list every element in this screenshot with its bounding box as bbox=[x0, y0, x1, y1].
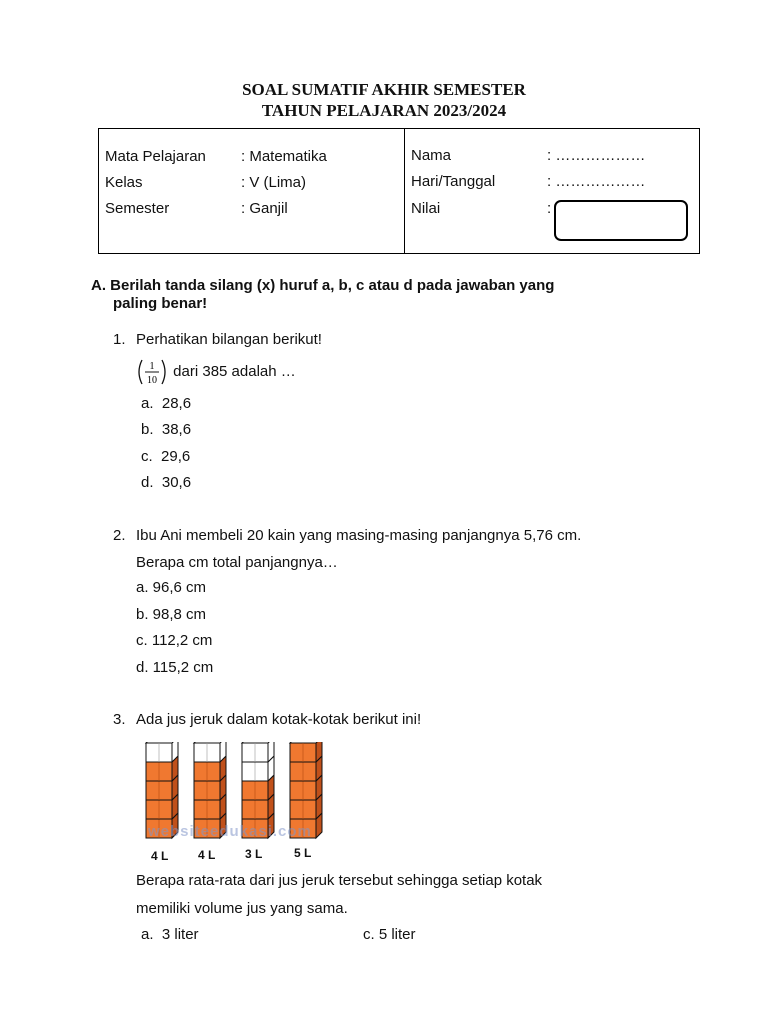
section-a-line-2: paling benar! bbox=[113, 295, 208, 312]
title-line-1: SOAL SUMATIF AKHIR SEMESTER bbox=[242, 80, 526, 99]
q2-number: 2. bbox=[113, 527, 126, 544]
identity-divider bbox=[404, 129, 405, 253]
date-field[interactable]: : ……………… bbox=[547, 173, 646, 190]
q2-option-a[interactable]: a. 96,6 cm bbox=[136, 579, 207, 596]
q3-option-c[interactable]: c. 5 liter bbox=[363, 926, 416, 943]
q3-line-1: Berapa rata-rata dari jus jeruk tersebut sehingga setiap kotak bbox=[136, 872, 543, 889]
q1-option-d[interactable]: d. 30,6 bbox=[141, 474, 192, 491]
q1-option-c[interactable]: c. 29,6 bbox=[141, 448, 191, 465]
q2-option-c[interactable]: c. 112,2 cm bbox=[136, 632, 213, 649]
section-a-label: A. bbox=[91, 277, 106, 294]
score-box[interactable] bbox=[554, 200, 688, 241]
q3-number: 3. bbox=[113, 711, 126, 728]
box-label-2: 4 L bbox=[198, 848, 216, 862]
q1-option-b[interactable]: b. 38,6 bbox=[141, 421, 192, 438]
box-label-4: 5 L bbox=[294, 846, 312, 860]
fraction-parentheses bbox=[135, 358, 169, 386]
fraction-numerator: 1 bbox=[149, 361, 155, 372]
q3-text: Ada jus jeruk dalam kotak-kotak berikut ini! bbox=[136, 711, 422, 728]
box-label-1: 4 L bbox=[151, 849, 169, 863]
q3-option-a[interactable]: a. 3 liter bbox=[141, 926, 199, 943]
q3-line-2: memiliki volume jus yang sama. bbox=[136, 900, 348, 917]
q1-expression bbox=[135, 358, 296, 386]
watermark: websiteedukasi.com bbox=[148, 823, 312, 840]
semester-value: : Ganjil bbox=[241, 200, 288, 217]
semester-label: Semester bbox=[105, 200, 170, 217]
name-field[interactable]: : ……………… bbox=[547, 147, 646, 164]
q1-expression-text: dari 385 adalah … bbox=[173, 362, 296, 380]
section-a-line-1: Berilah tanda silang (x) huruf a, b, c atau d pada jawaban yang bbox=[110, 277, 555, 294]
q1-option-a[interactable]: a. 28,6 bbox=[141, 395, 192, 412]
subject-value: : Matematika bbox=[241, 148, 327, 165]
box-label-3: 3 L bbox=[245, 847, 263, 861]
section-a-instruction bbox=[91, 277, 554, 313]
q2-option-d[interactable]: d. 115,2 cm bbox=[136, 659, 214, 676]
date-label: Hari/Tanggal bbox=[411, 173, 496, 190]
score-colon: : bbox=[547, 200, 552, 217]
q2-option-b[interactable]: b. 98,8 cm bbox=[136, 606, 207, 623]
title-line-2: TAHUN PELAJARAN 2023/2024 bbox=[261, 101, 507, 120]
name-label: Nama bbox=[411, 147, 452, 164]
q2-line-2: Berapa cm total panjangnya… bbox=[136, 554, 338, 571]
q1-number: 1. bbox=[113, 331, 126, 348]
class-label: Kelas bbox=[105, 174, 143, 191]
score-label: Nilai bbox=[411, 200, 441, 217]
q1-text: Perhatikan bilangan berikut! bbox=[136, 331, 322, 348]
class-value: : V (Lima) bbox=[241, 174, 307, 191]
subject-label: Mata Pelajaran bbox=[105, 148, 206, 165]
identity-box bbox=[98, 128, 700, 254]
q2-line-1: Ibu Ani membeli 20 kain yang masing-masing panjangnya 5,76 cm. bbox=[136, 527, 582, 544]
fraction-denominator: 10 bbox=[147, 375, 157, 386]
